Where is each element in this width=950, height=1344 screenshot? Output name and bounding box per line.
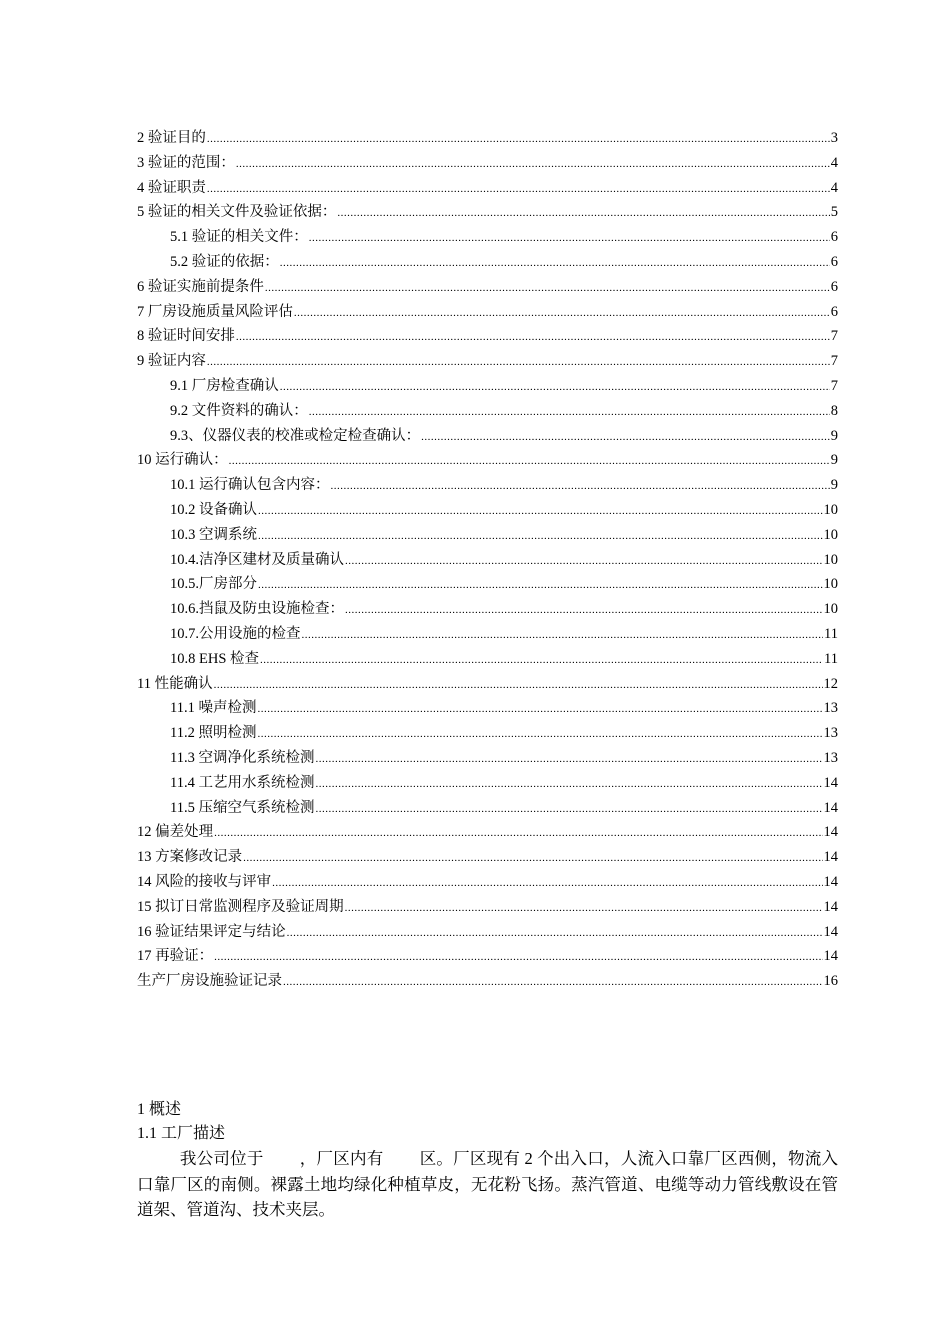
toc-dot-leader bbox=[337, 200, 829, 226]
toc-entry[interactable] bbox=[137, 672, 838, 697]
toc-entry[interactable] bbox=[137, 548, 838, 573]
toc-entry-label: 16 验证结果评定与结论 bbox=[137, 923, 286, 940]
toc-entry-label: 10.8 EHS 检查 bbox=[170, 650, 260, 667]
document-body bbox=[137, 1098, 838, 1223]
toc-entry[interactable] bbox=[137, 647, 838, 672]
toc-entry[interactable] bbox=[137, 746, 838, 771]
toc-entry[interactable] bbox=[137, 870, 838, 895]
toc-entry-label: 9 验证内容 bbox=[137, 353, 206, 370]
toc-entry-page: 14 bbox=[823, 799, 838, 816]
toc-entry-page: 14 bbox=[823, 898, 838, 915]
factory-description-paragraph bbox=[137, 1146, 838, 1223]
toc-dot-leader bbox=[280, 250, 830, 276]
toc-dot-leader bbox=[243, 845, 822, 871]
toc-dot-leader bbox=[214, 820, 822, 846]
toc-dot-leader bbox=[214, 944, 822, 970]
toc-dot-leader bbox=[280, 374, 830, 400]
toc-entry-label: 5.2 验证的依据： bbox=[170, 253, 279, 270]
toc-entry[interactable] bbox=[137, 696, 838, 721]
toc-entry-label: 10 运行确认： bbox=[137, 452, 228, 469]
toc-dot-leader bbox=[315, 771, 822, 797]
toc-dot-leader bbox=[345, 597, 823, 623]
toc-dot-leader bbox=[236, 324, 830, 350]
toc-dot-leader bbox=[258, 498, 823, 524]
toc-entry-label: 15 拟订日常监测程序及验证周期 bbox=[137, 898, 344, 915]
toc-entry-label: 4 验证职责 bbox=[137, 179, 206, 196]
toc-entry-label: 6 验证实施前提条件 bbox=[137, 278, 264, 295]
toc-entry[interactable] bbox=[137, 622, 838, 647]
toc-dot-leader bbox=[207, 349, 830, 375]
toc-dot-leader bbox=[257, 696, 822, 722]
toc-dot-leader bbox=[331, 473, 830, 499]
toc-entry-page: 3 bbox=[830, 130, 838, 146]
toc-entry[interactable] bbox=[137, 300, 838, 325]
toc-entry-page: 14 bbox=[823, 774, 838, 791]
toc-dot-leader bbox=[345, 548, 823, 574]
toc-entry-page: 14 bbox=[823, 948, 838, 965]
toc-entry-label: 11.4 工艺用水系统检测 bbox=[170, 774, 315, 791]
toc-entry[interactable] bbox=[137, 200, 838, 225]
toc-dot-leader bbox=[207, 126, 830, 152]
toc-entry-page: 4 bbox=[830, 179, 838, 196]
toc-entry-page: 14 bbox=[823, 824, 838, 841]
toc-entry-label: 14 风险的接收与评审 bbox=[137, 873, 272, 890]
toc-dot-leader bbox=[309, 225, 830, 251]
toc-entry-label: 2 验证目的 bbox=[137, 130, 206, 146]
toc-entry-page: 10 bbox=[823, 576, 838, 593]
toc-entry[interactable] bbox=[137, 448, 838, 473]
toc-entry[interactable] bbox=[137, 349, 838, 374]
toc-entry-label: 9.1 厂房检查确认 bbox=[170, 377, 279, 394]
toc-entry-label: 生产厂房设施验证记录 bbox=[137, 973, 282, 990]
toc-dot-leader bbox=[302, 622, 824, 648]
toc-entry[interactable] bbox=[137, 721, 838, 746]
toc-entry-page: 11 bbox=[824, 625, 838, 642]
toc-entry-label: 10.4.洁净区建材及质量确认 bbox=[170, 551, 344, 568]
toc-entry-page: 14 bbox=[823, 849, 838, 866]
toc-entry[interactable] bbox=[137, 920, 838, 945]
toc-entry[interactable] bbox=[137, 126, 838, 151]
toc-entry-page: 6 bbox=[830, 303, 838, 320]
toc-entry-page: 14 bbox=[823, 923, 838, 940]
toc-entry[interactable] bbox=[137, 771, 838, 796]
toc-entry-label: 10.5.厂房部分 bbox=[170, 576, 257, 593]
toc-entry-label: 11.2 照明检测 bbox=[170, 725, 257, 742]
toc-entry-page: 7 bbox=[830, 353, 838, 370]
toc-dot-leader bbox=[258, 523, 823, 549]
toc-entry-page: 9 bbox=[830, 477, 838, 494]
toc-entry[interactable] bbox=[137, 374, 838, 399]
toc-entry-label: 8 验证时间安排 bbox=[137, 328, 235, 345]
toc-dot-leader bbox=[265, 275, 830, 301]
toc-dot-leader bbox=[294, 300, 830, 326]
toc-entry-page: 16 bbox=[823, 973, 838, 990]
toc-entry-page: 10 bbox=[823, 501, 838, 518]
toc-entry-label: 9.3、仪器仪表的校准或检定检查确认： bbox=[170, 427, 421, 444]
toc-entry[interactable] bbox=[137, 250, 838, 275]
table-of-contents bbox=[137, 126, 838, 994]
toc-entry-page: 14 bbox=[823, 873, 838, 890]
section-heading: 1 概述 bbox=[137, 1101, 182, 1118]
toc-entry-page: 13 bbox=[823, 725, 838, 742]
toc-entry[interactable] bbox=[137, 572, 838, 597]
toc-dot-leader bbox=[229, 448, 830, 474]
para-text-1: 我公司位于 bbox=[179, 1149, 264, 1168]
toc-entry[interactable] bbox=[137, 399, 838, 424]
toc-entry-label: 11 性能确认 bbox=[137, 675, 213, 692]
toc-dot-leader bbox=[236, 151, 830, 177]
toc-dot-leader bbox=[309, 399, 830, 425]
toc-entry-page: 10 bbox=[823, 551, 838, 568]
toc-entry-page: 12 bbox=[823, 675, 838, 692]
toc-entry[interactable] bbox=[137, 275, 838, 300]
toc-entry[interactable] bbox=[137, 820, 838, 845]
toc-dot-leader bbox=[345, 895, 823, 921]
toc-entry[interactable] bbox=[137, 151, 838, 176]
toc-dot-leader bbox=[287, 920, 823, 946]
toc-entry-page: 7 bbox=[830, 328, 838, 345]
toc-dot-leader bbox=[214, 672, 823, 698]
toc-entry-page: 10 bbox=[823, 601, 838, 618]
toc-entry[interactable] bbox=[137, 473, 838, 498]
toc-dot-leader bbox=[283, 969, 823, 995]
toc-entry-page: 10 bbox=[823, 526, 838, 543]
toc-entry[interactable] bbox=[137, 597, 838, 622]
toc-dot-leader bbox=[260, 647, 823, 673]
toc-entry-label: 7 厂房设施质量风险评估 bbox=[137, 303, 293, 320]
toc-entry-page: 6 bbox=[830, 278, 838, 295]
toc-entry-label: 9.2 文件资料的确认： bbox=[170, 402, 308, 419]
toc-dot-leader bbox=[315, 796, 822, 822]
toc-entry-label: 13 方案修改记录 bbox=[137, 849, 243, 866]
toc-dot-leader bbox=[421, 424, 830, 450]
para-text-2: ，厂区内有 bbox=[299, 1149, 384, 1168]
toc-entry-label: 10.6.挡鼠及防虫设施检查： bbox=[170, 601, 344, 618]
toc-entry[interactable] bbox=[137, 225, 838, 250]
toc-entry-label: 12 偏差处理 bbox=[137, 824, 214, 841]
subsection-heading: 1.1 工厂描述 bbox=[137, 1125, 226, 1142]
toc-entry-page: 9 bbox=[830, 427, 838, 444]
toc-entry-label: 3 验证的范围： bbox=[137, 154, 235, 171]
toc-entry-page: 6 bbox=[830, 253, 838, 270]
toc-entry-page: 13 bbox=[823, 749, 838, 766]
toc-entry-label: 10.2 设备确认 bbox=[170, 501, 257, 518]
toc-entry-label: 11.1 噪声检测 bbox=[170, 700, 257, 717]
toc-entry-page: 4 bbox=[830, 154, 838, 171]
toc-entry[interactable] bbox=[137, 498, 838, 523]
toc-dot-leader bbox=[257, 721, 822, 747]
toc-entry-label: 10.3 空调系统 bbox=[170, 526, 257, 543]
toc-entry-label: 5.1 验证的相关文件： bbox=[170, 229, 308, 246]
toc-entry-page: 9 bbox=[830, 452, 838, 469]
toc-entry-label: 11.5 压缩空气系统检测 bbox=[170, 799, 315, 816]
toc-entry[interactable] bbox=[137, 523, 838, 548]
para-text-3: 区。厂区现有 2 个出入口，人流入口靠厂区西侧，物流入口靠厂区的南侧。裸露土地均绿化种植草皮，无花粉飞扬。蒸汽管道、电缆等动力管线敷设在管道架、管道沟、技术夹层。 bbox=[137, 1149, 839, 1219]
toc-entry[interactable] bbox=[137, 176, 838, 201]
toc-entry[interactable] bbox=[137, 424, 838, 449]
toc-entry[interactable] bbox=[137, 324, 838, 349]
toc-entry-page: 13 bbox=[823, 700, 838, 717]
toc-entry-page: 5 bbox=[830, 204, 838, 221]
toc-dot-leader bbox=[258, 572, 823, 598]
toc-dot-leader bbox=[272, 870, 822, 896]
toc-entry-label: 10.1 运行确认包含内容： bbox=[170, 477, 330, 494]
toc-dot-leader bbox=[315, 746, 822, 772]
toc-entry-page: 8 bbox=[830, 402, 838, 419]
toc-entry-label: 11.3 空调净化系统检测 bbox=[170, 749, 315, 766]
toc-entry-label: 17 再验证： bbox=[137, 948, 214, 965]
toc-entry-label: 10.7.公用设施的检查 bbox=[170, 625, 301, 642]
toc-entry-label: 5 验证的相关文件及验证依据： bbox=[137, 204, 337, 221]
toc-entry[interactable] bbox=[137, 796, 838, 821]
toc-entry[interactable] bbox=[137, 969, 838, 994]
toc-entry-page: 11 bbox=[824, 650, 838, 667]
toc-entry[interactable] bbox=[137, 944, 838, 969]
toc-entry-page: 7 bbox=[830, 377, 838, 394]
toc-entry-page: 6 bbox=[830, 229, 838, 246]
toc-entry[interactable] bbox=[137, 895, 838, 920]
toc-dot-leader bbox=[207, 176, 830, 202]
toc-entry[interactable] bbox=[137, 845, 838, 870]
